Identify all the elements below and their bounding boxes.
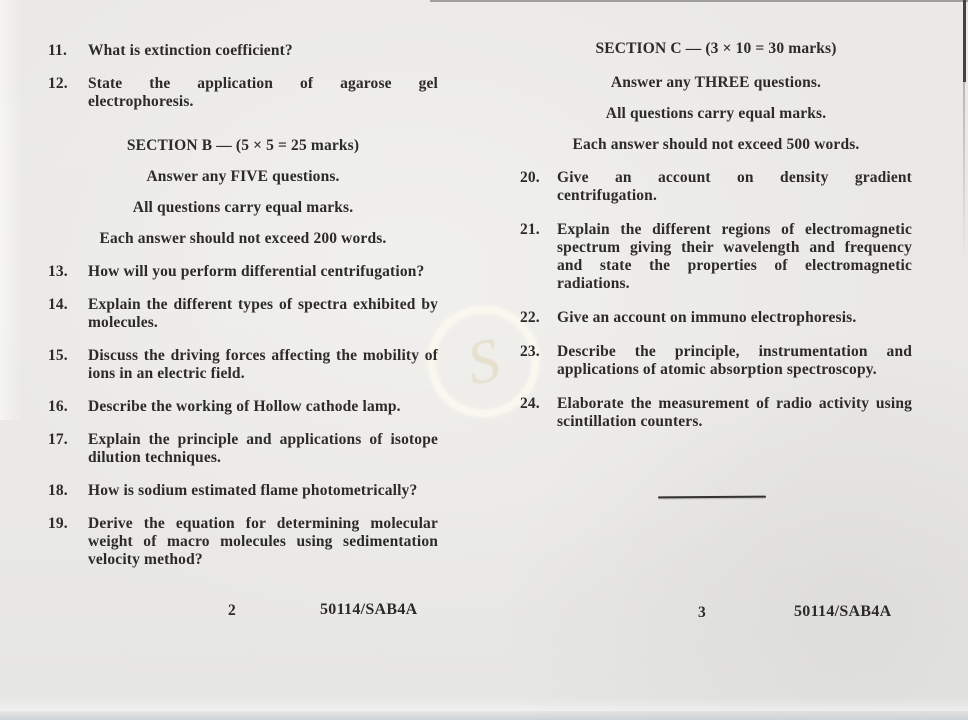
question-item — [48, 431, 438, 467]
question-line: weight of macro molecules using sedimentation — [88, 533, 438, 550]
question-text — [88, 75, 438, 111]
instruction-line: Each answer should not exceed 500 words. — [572, 136, 860, 153]
section-b-instructions — [48, 168, 438, 248]
end-of-paper-rule — [658, 496, 766, 499]
instruction-line: Answer any FIVE questions. — [146, 168, 340, 185]
question-line: radiations. — [557, 275, 630, 292]
question-item — [520, 169, 912, 205]
question-line: Explain the different regions of electromagnetic — [557, 221, 912, 238]
section-c-instructions — [520, 74, 912, 154]
question-text — [88, 42, 438, 60]
question-number: 23. — [520, 343, 540, 360]
question-item — [48, 347, 438, 383]
question-item — [520, 343, 912, 379]
scan-top-edge — [430, 0, 968, 2]
question-text — [88, 431, 438, 467]
right-page-number: 3 — [698, 604, 706, 621]
question-text — [557, 309, 912, 327]
question-item — [48, 75, 438, 111]
question-line: applications of atomic absorption spectroscopy. — [557, 361, 877, 378]
question-item — [48, 515, 438, 569]
question-line: Describe the principle, instrumentation and — [557, 343, 912, 360]
question-line: centrifugation. — [557, 187, 657, 204]
scan-bottom-highlight — [0, 697, 968, 711]
question-number: 18. — [48, 482, 68, 499]
instruction-line: All questions carry equal marks. — [132, 199, 354, 216]
question-line: Elaborate the measurement of radio activity using — [557, 395, 912, 412]
question-item — [520, 395, 912, 431]
question-line: electrophoresis. — [88, 93, 194, 110]
question-text — [88, 398, 438, 416]
left-question-list — [48, 263, 438, 569]
question-item — [48, 42, 438, 60]
question-line: ions in an electric field. — [88, 365, 245, 382]
question-line: and state the properties of electromagnetic — [557, 257, 912, 274]
question-number: 21. — [520, 221, 540, 238]
scan-right-edge-fade — [963, 82, 965, 262]
question-line: How will you perform differential centrifugation? — [88, 263, 425, 280]
question-item — [520, 221, 912, 293]
question-item — [48, 296, 438, 332]
question-line: How is sodium estimated flame photometrically? — [88, 482, 418, 499]
question-line: scintillation counters. — [557, 413, 703, 430]
question-number: 19. — [48, 515, 68, 532]
question-item — [520, 309, 912, 327]
question-number: 11. — [48, 42, 67, 59]
question-line: Give an account on density gradient — [557, 169, 912, 186]
question-line: What is extinction coefficient? — [88, 42, 293, 59]
question-number: 15. — [48, 347, 68, 364]
instruction-line: Answer any THREE questions. — [610, 74, 822, 91]
question-line: spectrum giving their wavelength and frequency — [557, 239, 912, 256]
question-line: Derive the equation for determining molecular — [88, 515, 438, 532]
question-item — [48, 263, 438, 281]
question-text — [557, 395, 912, 431]
question-number: 13. — [48, 263, 68, 280]
scan-left-edge-highlight — [0, 0, 22, 420]
question-number: 17. — [48, 431, 68, 448]
left-paper-code: 50114/SAB4A — [320, 601, 418, 618]
question-text — [557, 343, 912, 379]
question-text — [88, 515, 438, 569]
question-text — [88, 482, 438, 500]
right-paper-code: 50114/SAB4A — [794, 603, 892, 620]
question-line: dilution techniques. — [88, 449, 222, 466]
question-line: molecules. — [88, 314, 158, 331]
question-text — [557, 221, 912, 293]
question-text — [88, 347, 438, 383]
scan-bottom-edge — [0, 711, 968, 720]
question-item — [48, 482, 438, 500]
question-number: 24. — [520, 395, 540, 412]
section-b-header: SECTION B — (5 × 5 = 25 marks) — [126, 137, 360, 154]
question-number: 16. — [48, 398, 68, 415]
right-question-list — [520, 169, 912, 431]
question-number: 22. — [520, 309, 540, 326]
watermark-letter: S — [461, 325, 506, 398]
question-line: Explain the different types of spectra exhibited by — [88, 296, 438, 313]
question-line: State the application of agarose gel — [88, 75, 438, 92]
question-text — [88, 296, 438, 332]
instruction-line: Each answer should not exceed 200 words. — [99, 230, 387, 247]
question-number: 12. — [48, 75, 68, 92]
question-line: velocity method? — [88, 551, 203, 568]
question-text — [88, 263, 438, 281]
left-page-column — [48, 42, 438, 584]
question-number: 14. — [48, 296, 68, 313]
question-number: 20. — [520, 169, 540, 186]
left-page-number: 2 — [228, 602, 236, 619]
left-top-question-list — [48, 42, 438, 111]
question-item — [48, 398, 438, 416]
scan-right-edge — [963, 0, 966, 82]
right-page-column — [520, 40, 912, 447]
section-c-header: SECTION C — (3 × 10 = 30 marks) — [595, 40, 837, 57]
question-line: Discuss the driving forces affecting the mobility of — [88, 347, 438, 364]
question-line: Give an account on immuno electrophoresis. — [557, 309, 857, 326]
question-line: Explain the principle and applications of isotope — [88, 431, 438, 448]
question-text — [557, 169, 912, 205]
question-line: Describe the working of Hollow cathode lamp. — [88, 398, 401, 415]
instruction-line: All questions carry equal marks. — [605, 105, 827, 122]
